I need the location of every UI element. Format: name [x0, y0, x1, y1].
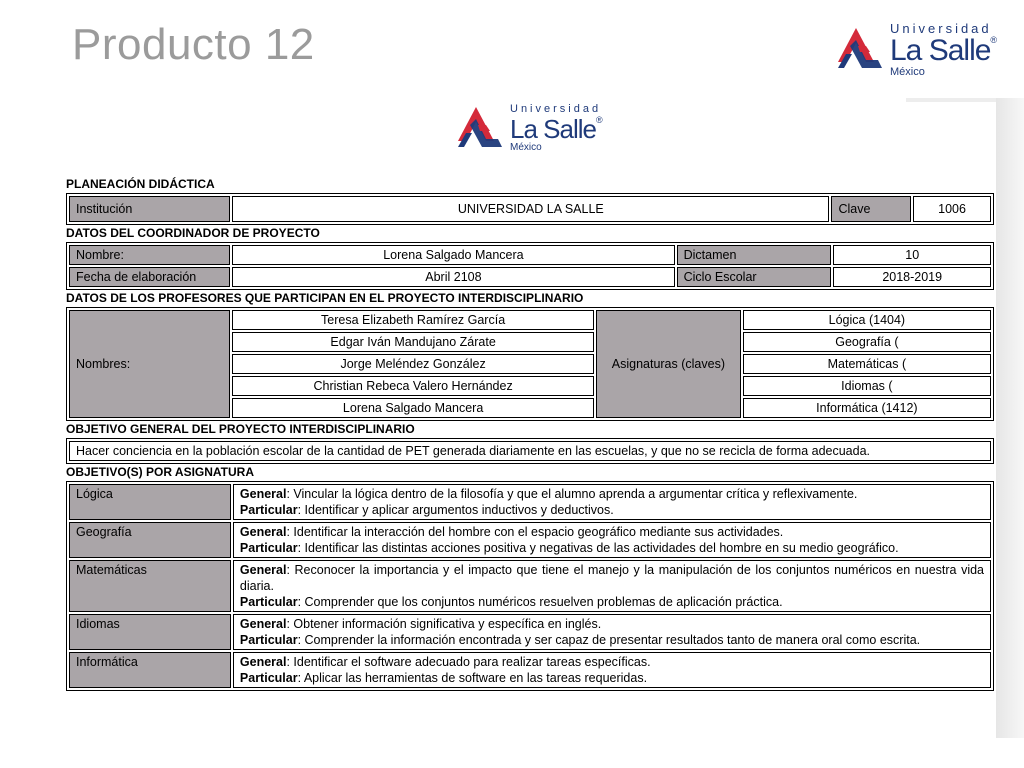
particular-label: Particular — [239, 503, 298, 517]
objetivo-asignatura-name: Geografía — [69, 522, 231, 558]
nombre-value: Lorena Salgado Mancera — [232, 245, 674, 265]
section-heading-objetivos-asignatura: OBJETIVO(S) POR ASIGNATURA — [66, 465, 255, 479]
logo-reg-mark: ® — [990, 35, 997, 45]
section-heading-coordinador: DATOS DEL COORDINADOR DE PROYECTO — [66, 226, 320, 240]
particular-label: Particular — [239, 671, 298, 685]
general-text: : Reconocer la importancia y el impacto que tiene el manejo y la manipulación de los conjuntos numéricos en nuestra vida diaria. — [239, 563, 984, 593]
general-text: : Identificar la interacción del hombre con el espacio geográfico mediante sus actividades. — [286, 525, 784, 539]
nombres-label: Nombres: — [69, 310, 230, 418]
institucion-table — [66, 193, 994, 225]
section-heading-objetivo-general: OBJETIVO GENERAL DEL PROYECTO INTERDISCIPLINARIO — [66, 422, 415, 436]
planeacion-document — [66, 176, 994, 691]
objetivo-asignatura-text — [233, 522, 991, 558]
clave-label: Clave — [831, 196, 911, 222]
clave-value: 1006 — [913, 196, 991, 222]
objetivo-asignatura-text — [233, 652, 991, 688]
objetivo-asignatura-name: Lógica — [69, 484, 231, 520]
objetivo-general-text: Hacer conciencia en la población escolar de la cantidad de PET generada diariamente en las escuelas, y que no se recicla de forma adecuada. — [69, 441, 991, 461]
fecha-value: Abril 2108 — [232, 267, 674, 287]
particular-text: : Identificar y aplicar argumentos inductivos y deductivos. — [297, 503, 614, 517]
coordinador-table — [66, 242, 994, 290]
objetivo-asignatura-text — [233, 484, 991, 520]
general-text: : Obtener información significativa y específica en inglés. — [286, 617, 602, 631]
profesor-nombre: Lorena Salgado Mancera — [232, 398, 594, 418]
asignaturas-label: Asignaturas (claves) — [596, 310, 741, 418]
general-label: General — [239, 655, 287, 669]
particular-text: : Comprender la información encontrada y ser capaz de presentar resultados tanto de manera oral como escrita. — [297, 633, 921, 647]
la-salle-logo-document — [456, 104, 602, 153]
profesor-asignatura: Informática (1412) — [743, 398, 991, 418]
objetivo-asignatura-name: Idiomas — [69, 614, 231, 650]
profesor-asignatura: Geografía ( — [743, 332, 991, 352]
dictamen-value: 10 — [833, 245, 991, 265]
slide-title: Producto 12 — [72, 20, 315, 69]
fecha-label: Fecha de elaboración — [69, 267, 230, 287]
ciclo-label: Ciclo Escolar — [677, 267, 832, 287]
decor-band-right — [996, 98, 1024, 738]
objetivos-asignatura-table — [66, 481, 994, 691]
logo-line-country: México — [510, 142, 542, 153]
objetivo-asignatura-text — [233, 560, 991, 612]
general-label: General — [239, 487, 287, 501]
general-text: : Vincular la lógica dentro de la filosofía y que el alumno aprenda a argumentar crítica y reflexivamente. — [286, 487, 858, 501]
institucion-label: Institución — [69, 196, 230, 222]
logo-brand: La Salle — [890, 34, 991, 67]
objetivo-general-table — [66, 438, 994, 464]
section-heading-planeacion: PLANEACIÓN DIDÁCTICA — [66, 177, 215, 191]
ciclo-value: 2018-2019 — [833, 267, 991, 287]
logo-reg-mark: ® — [595, 115, 602, 125]
institucion-value: UNIVERSIDAD LA SALLE — [232, 196, 829, 222]
la-salle-star-icon — [456, 105, 504, 153]
particular-text: : Aplicar las herramientas de software en las tareas requeridas. — [297, 671, 648, 685]
particular-label: Particular — [239, 633, 298, 647]
objetivo-asignatura-name: Informática — [69, 652, 231, 688]
objetivo-asignatura-name: Matemáticas — [69, 560, 231, 612]
general-label: General — [239, 563, 287, 577]
profesor-nombre: Jorge Meléndez González — [232, 354, 594, 374]
profesor-asignatura: Idiomas ( — [743, 376, 991, 396]
profesor-nombre: Edgar Iván Mandujano Zárate — [232, 332, 594, 352]
general-text: : Identificar el software adecuado para realizar tareas específicas. — [286, 655, 651, 669]
logo-line-country: México — [890, 66, 925, 78]
profesor-asignatura: Lógica (1404) — [743, 310, 991, 330]
la-salle-star-icon — [836, 26, 884, 74]
logo-line-universidad: Universidad — [510, 103, 602, 115]
nombre-label: Nombre: — [69, 245, 230, 265]
general-label: General — [239, 525, 287, 539]
dictamen-label: Dictamen — [677, 245, 832, 265]
la-salle-logo-header — [836, 22, 996, 78]
profesor-asignatura: Matemáticas ( — [743, 354, 991, 374]
section-heading-profesores: DATOS DE LOS PROFESORES QUE PARTICIPAN EN EL PROYECTO INTERDISCIPLINARIO — [66, 291, 584, 305]
objetivo-asignatura-text — [233, 614, 991, 650]
profesores-table — [66, 307, 994, 421]
profesor-nombre: Christian Rebeca Valero Hernández — [232, 376, 594, 396]
particular-text: : Identificar las distintas acciones positiva y negativas de las actividades del hombre en su medio geográfico. — [297, 541, 899, 555]
logo-line-universidad: Universidad — [890, 21, 992, 36]
profesor-nombre: Teresa Elizabeth Ramírez García — [232, 310, 594, 330]
particular-label: Particular — [239, 541, 298, 555]
logo-brand: La Salle — [510, 114, 596, 144]
particular-text: : Comprender que los conjuntos numéricos resuelven problemas de aplicación práctica. — [297, 595, 783, 609]
general-label: General — [239, 617, 287, 631]
particular-label: Particular — [239, 595, 298, 609]
